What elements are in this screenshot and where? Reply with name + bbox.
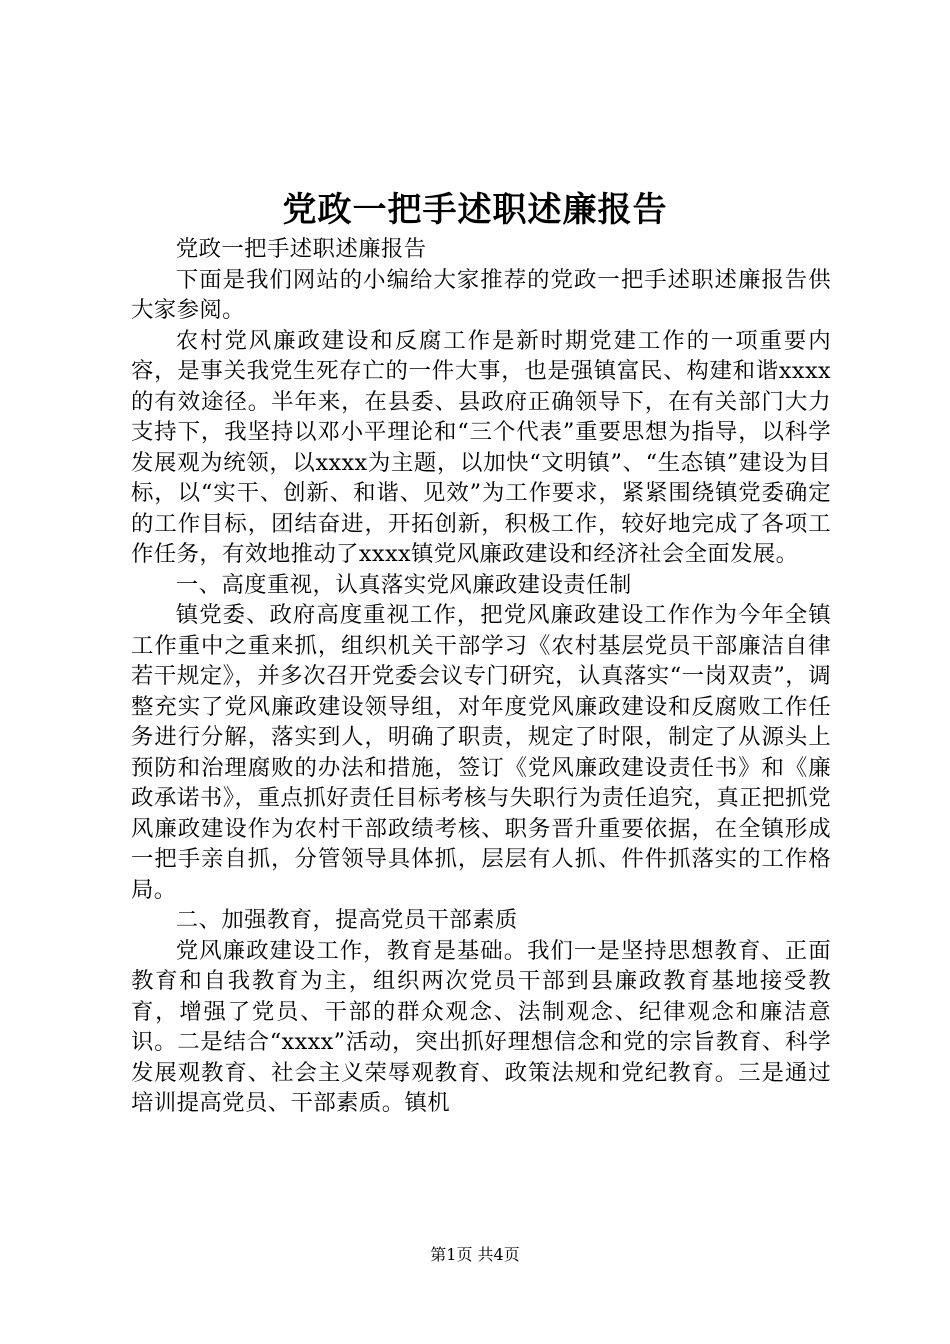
paragraph-section-1: 镇党委、政府高度重视工作，把党风廉政建设工作作为今年全镇工作重中之重来抓，组织机关干部学习《农村基层党员干部廉洁自律若干规定》，并多次召开党委会议专门研究，认真落实“一岗双责”，调整充实了党风廉政建设领导组，对年度党风廉政建设和反腐败工作任务进行分解，落实到人，明确了职责，规定了时限，制定了从源头上预防和治理腐败的办法和措施，签订《党风廉政建设责任书》和《廉政承诺书》，重点抓好责任目标考核与失职行为责任追究，真正把抓党风廉政建设作为农村干部政绩考核、职务晋升重要依据，在全镇形成一把手亲自抓，分管领导具体抓，层层有人抓、件件抓落实的工作格局。 [131,602,831,903]
paragraph-section-2: 党风廉政建设工作，教育是基础。我们一是坚持思想教育、正面教育和自我教育为主，组织两次党员干部到县廉政教育基地接受教育，增强了党员、干部的群众观念、法制观念、纪律观念和廉洁意识。二是结合“xxxx”活动，突出抓好理想信念和党的宗旨教育、科学发展观教育、社会主义荣辱观教育、政策法规和党纪教育。三是通过培训提高党员、干部素质。镇机 [131,937,831,1116]
document-body [131,234,831,1119]
section-heading-2: 二、加强教育，提高党员干部素质 [175,907,518,933]
page-footer: 第1页 共4页 [430,1245,520,1264]
paragraph-overview: 农村党风廉政建设和反腐工作是新时期党建工作的一项重要内容，是事关我党生死存亡的一件大事，也是强镇富民、构建和谐xxxx的有效途径。半年来，在县委、县政府正确领导下，在有关部门大力支持下，我坚持以邓小平理论和“三个代表”重要思想为指导，以科学发展观为统领，以xxxx为主题，以加快“文明镇”、“生态镇”建设为目标，以“实干、创新、和谐、见效”为工作要求，紧紧围绕镇党委确定的工作目标，团结奋进，开拓创新，积极工作，较好地完成了各项工作任务，有效地推动了xxxx镇党风廉政建设和经济社会全面发展。 [131,327,831,567]
paragraph-subtitle: 党政一把手述职述廉报告 [175,236,427,262]
document-title: 党政一把手述职述廉报告 [282,190,668,230]
section-heading-1: 一、高度重视，认真落实党风廉政建设责任制 [175,571,632,598]
paragraph-intro: 下面是我们网站的小编给大家推荐的党政一把手述职述廉报告供大家参阅。 [131,266,831,323]
